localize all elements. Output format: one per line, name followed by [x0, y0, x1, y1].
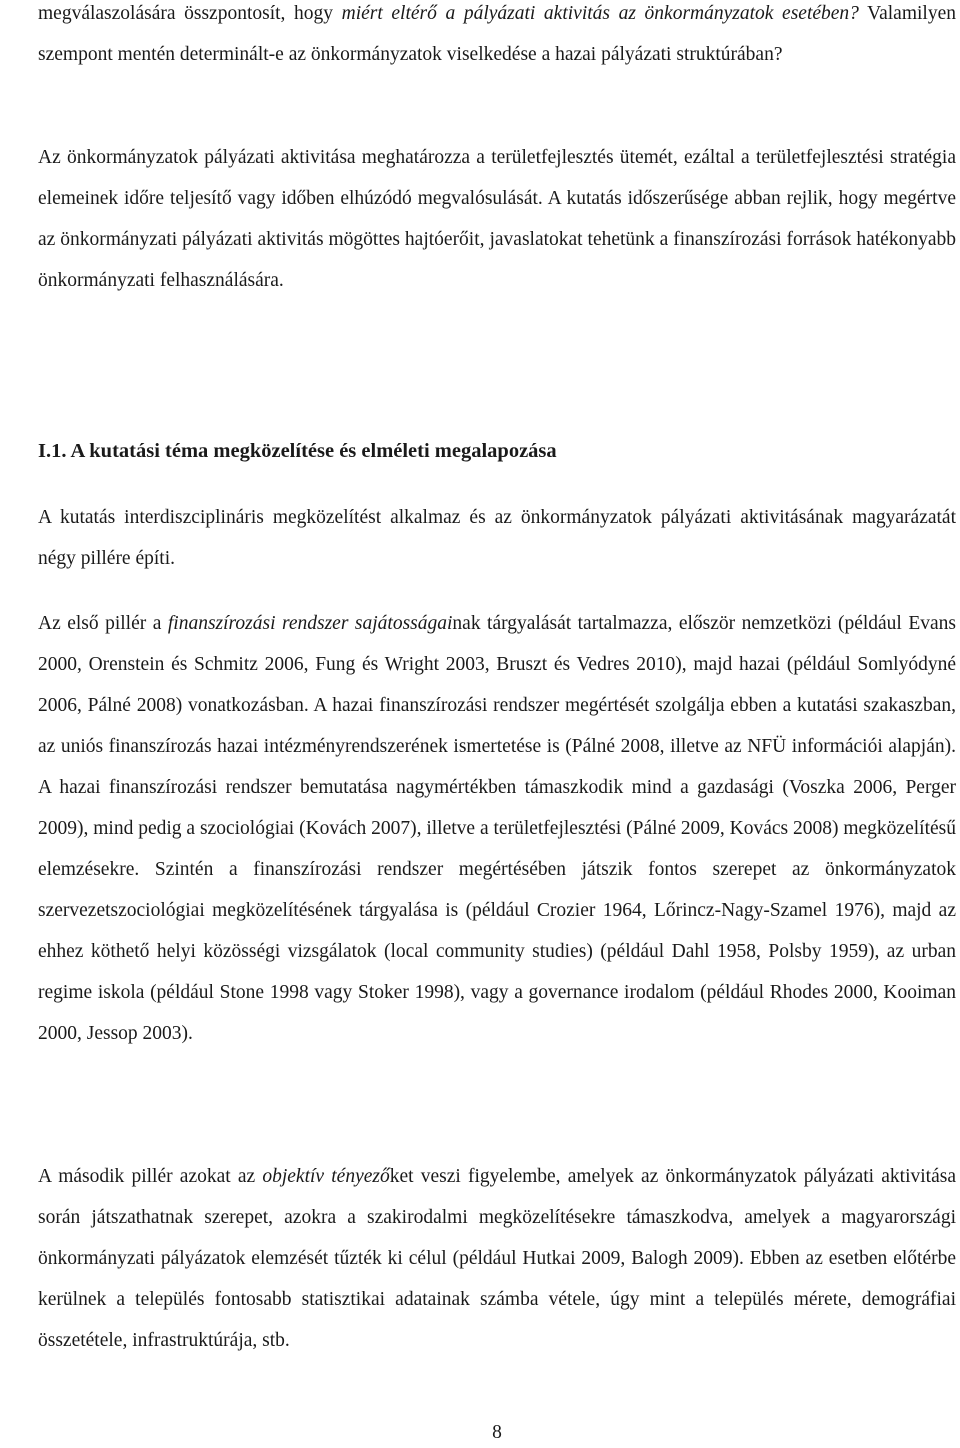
paragraph-research-relevance: Az önkormányzatok pályázati aktivitása meghatározza a területfejlesztés ütemét, ezáltal a területfejlesztési stratégia elemeinek időre teljesítő vagy időben elhúzódó megvalósulását. A kutatás időszerűsége abban rejlik, hogy megértve az önkormányzati pályázati aktivitás mögöttes hajtóerőit, javaslatokat tehetünk a finanszírozási források hatékonyabb önkormányzati felhasználására.	[38, 147, 956, 291]
paragraph-first-pillar	[38, 603, 956, 1054]
paragraph-approach: A kutatás interdiszciplináris megközelítést alkalmaz és az önkormányzatok pályázati aktivitásának magyarázatát négy pillére építi.	[38, 507, 956, 569]
paragraph-italic-text: objektív tényező	[262, 1166, 390, 1187]
paragraph-text: ket veszi figyelembe, amelyek az önkormányzatok pályázati aktivitása során játszathatnak szerepet, azokra a szakirodalmi megközelítésekre támaszkodva, amelyek a magyarországi önkormányzati pályázatok elemzését tűzték ki célul (például Hutkai 2009, Balogh 2009). Ebben az esetben előtérbe kerülnek a település fontosabb statisztikai adatainak számba vétele, úgy mint a település mérete, demográfiai összetétele, infrastruktúrája, stb.	[38, 1166, 956, 1351]
section-heading: I.1. A kutatási téma megközelítése és elméleti megalapozása	[38, 440, 557, 462]
paragraph-text: megválaszolására összpontosít, hogy	[38, 3, 342, 24]
paragraph-italic-text: finanszírozási rendszer sajátosságai	[167, 613, 453, 634]
page-number: 8	[492, 1422, 502, 1443]
paragraph-text: nak tárgyalását tartalmazza, először nemzetközi (például Evans 2000, Orenstein és Schmitz 2006, Fung és Wright 2003, Bruszt és Vedres 2010), majd hazai (például Somlyódyné 2006, Pálné 2008) vonatkozásban. A hazai finanszírozási rendszer megértését szolgálja ebben a kutatási szakaszban, az uniós finanszírozás hazai intézményrendszerének ismertetése is (Pálné 2008, illetve az NFÜ információi alapján). A hazai finanszírozási rendszer bemutatása nagymértékben támaszkodik mind a gazdasági (Voszka 2006, Perger 2009), mind pedig a szociológiai (Kovách 2007), illetve a területfejlesztési (Pálné 2009, Kovács 2008) megközelítésű elemzésekre. Szintén a finanszírozási rendszer megértésében játszik fontos szerepet az önkormányzatok szervezetszociológiai megközelítésének tárgyalása is (például Crozier 1964, Lőrincz-Nagy-Szamel 1976), majd az ehhez köthető helyi közösségi vizsgálatok (local community studies) (például Dahl 1958, Polsby 1959), az urban regime iskola (például Stone 1998 vagy Stoker 1998), vagy a governance irodalom (például Rhodes 2000, Kooiman 2000, Jessop 2003).	[38, 613, 956, 1044]
paragraph-second-pillar	[38, 1156, 956, 1361]
paragraph-intro-continuation	[38, 0, 956, 75]
paragraph-text: Az első pillér a	[38, 613, 168, 634]
paragraph-text: Valamilyen szempont mentén determinált-e az önkormányzatok viselkedése a hazai pályázati struktúrában?	[38, 3, 956, 65]
paragraph-italic-text: miért eltérő a pályázati aktivitás az önkormányzatok esetében?	[341, 3, 859, 24]
paragraph-text: A második pillér azokat az	[38, 1166, 263, 1187]
